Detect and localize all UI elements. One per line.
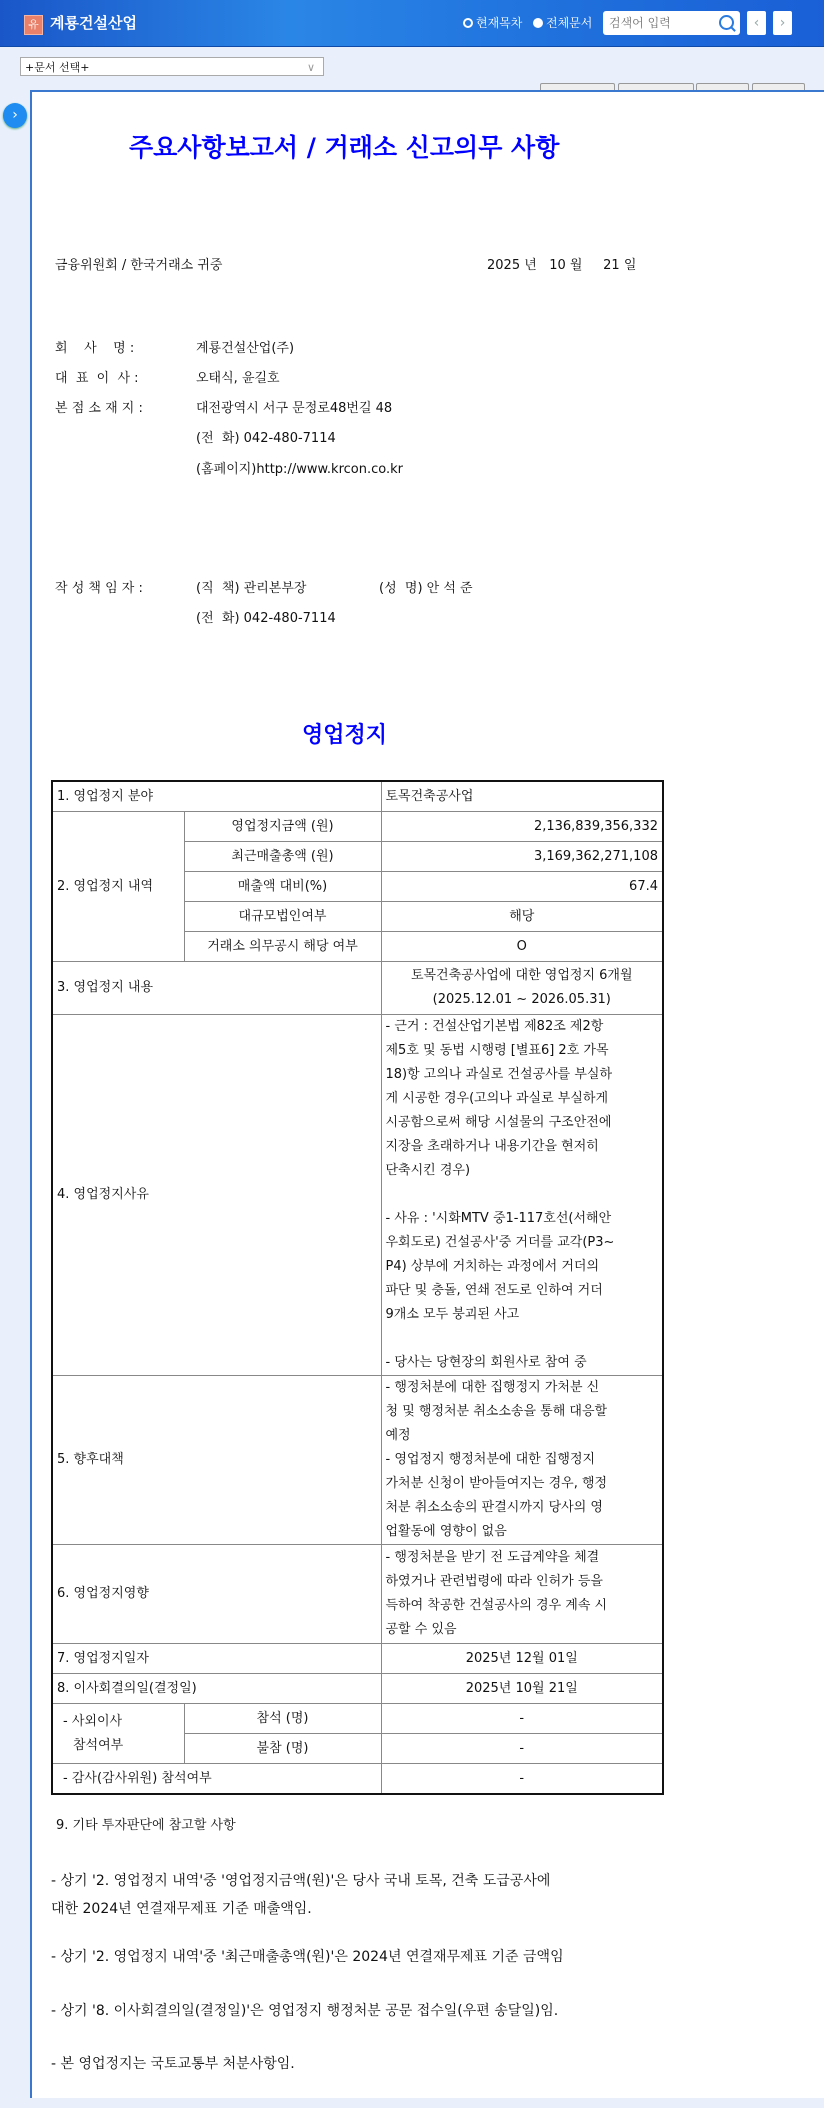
value-line: 처분 취소소송의 판결시까지 당사의 영	[385, 1500, 603, 1515]
table-row	[52, 1376, 663, 1545]
sub-label: 거래소 의무공시 해당 여부	[184, 932, 381, 962]
value-line: 우회도로) 건설공사'중 거더를 교각(P3~	[385, 1235, 615, 1250]
sidebar-toggle-chevron-right-icon[interactable]: ›	[3, 103, 27, 128]
author-name: (성 명) 안 석 준	[379, 581, 473, 596]
company-name: 계룡건설산업(주)	[196, 341, 295, 356]
author-phone: (전 화) 042-480-7114	[196, 611, 336, 626]
chevron-down-icon: ∨	[306, 61, 315, 74]
radio-all-documents[interactable]	[533, 14, 592, 31]
ceo-label: 대 표 이 사 :	[55, 371, 139, 386]
row-value: 2025년 10월 21일	[381, 1674, 663, 1704]
value-line	[386, 1183, 659, 1207]
date-year: 2025	[487, 258, 521, 273]
radio-checked-icon	[533, 18, 543, 28]
sub-value: 2,136,839,356,332	[381, 812, 663, 842]
table-row	[52, 1704, 663, 1734]
value-line: (2025.12.01 ~ 2026.05.31)	[432, 992, 611, 1007]
company-logo-icon: 유	[24, 15, 43, 35]
value-line: - 사유 : '시화MTV 중1-117호선(서해안	[385, 1211, 612, 1226]
note-line: - 상기 '2. 영업정지 내역'중 '최근매출총액(원)'은 2024년 연결재무제표 기준 금액임	[51, 1949, 564, 1965]
value-line	[386, 1327, 659, 1351]
row-value	[381, 962, 663, 1015]
note-line: 대한 2024년 연결재무제표 기준 매출액임.	[51, 1901, 312, 1917]
date-day: 21	[603, 258, 620, 273]
value-line: 토목건축공사업에 대한 영업정지 6개월	[410, 968, 633, 983]
value-line: - 행정처분에 대한 집행정지 가처분 신	[385, 1380, 600, 1395]
row-label: 6. 영업정지영향	[52, 1545, 381, 1644]
row-label: 5. 향후대책	[52, 1376, 381, 1545]
sub-label: 최근매출총액 (원)	[184, 842, 381, 872]
row-label: 4. 영업정지사유	[52, 1015, 381, 1376]
label-line: 참석여부	[73, 1737, 124, 1753]
section-title: 영업정지	[302, 722, 388, 748]
table-row	[52, 1545, 663, 1644]
value-line: 가처분 신청이 받아들여지는 경우, 행정	[385, 1476, 608, 1491]
label-line: - 사외이사	[63, 1713, 123, 1729]
table-row	[52, 1644, 663, 1674]
search-box	[603, 11, 740, 35]
value-line: 게 시공한 경우(고의나 과실로 부실하게	[385, 1091, 609, 1106]
value-line: - 행정처분을 받기 전 도급계약을 체결	[385, 1550, 600, 1565]
row-label	[52, 1704, 184, 1764]
homepage-link[interactable]: (홈페이지)http://www.krcon.co.kr	[196, 462, 403, 477]
date-year-unit: 년	[524, 258, 537, 273]
sub-label: 참석 (명)	[184, 1704, 381, 1734]
document-select-value: +문서 선택+	[25, 61, 90, 74]
row-label: 2. 영업정지 내역	[52, 812, 184, 962]
sub-label: 매출액 대비(%)	[184, 872, 381, 902]
value-line: 하였거나 관련법령에 따라 인허가 등을	[385, 1574, 603, 1589]
sub-value: O	[381, 932, 663, 962]
value-line: 18)항 고의나 과실로 건설공사를 부실하	[385, 1067, 613, 1082]
value-line: 단축시킨 경우)	[385, 1163, 471, 1178]
value-line: 시공함으로써 해당 시설물의 구조안전에	[385, 1115, 612, 1130]
table-row	[52, 812, 663, 842]
value-line: - 당사는 당현장의 회원사로 참여 중	[385, 1355, 587, 1370]
hq-address: 대전광역시 서구 문정로48번길 48	[196, 401, 393, 416]
value-line: - 영업정지 행정처분에 대한 집행정지	[385, 1452, 596, 1467]
sub-label: 대규모법인여부	[184, 902, 381, 932]
value-line: 파단 및 충돌, 연쇄 전도로 인하여 거더	[385, 1283, 603, 1298]
note-line: - 상기 '2. 영업정지 내역'중 '영업정지금액(원)'은 당사 국내 토목, 건축 도급공사에	[51, 1873, 551, 1889]
sub-value: 3,169,362,271,108	[381, 842, 663, 872]
value-line: 업활동에 영향이 없음	[385, 1524, 507, 1539]
next-result-button[interactable]: ›	[773, 11, 792, 35]
sub-value: 해당	[381, 902, 663, 932]
row-value	[381, 1015, 663, 1376]
report-date	[487, 254, 636, 273]
date-day-unit: 일	[623, 258, 637, 273]
row-label: 8. 이사회결의일(결정일)	[52, 1674, 381, 1704]
value-line: 지장을 초래하거나 내용기간을 현저히	[385, 1139, 599, 1154]
value-line: 제5호 및 동법 시행령 [별표6] 2호 가목	[385, 1043, 609, 1058]
radio-current-toc[interactable]	[463, 14, 522, 31]
date-month: 10	[549, 258, 566, 273]
radio-label: 전체문서	[546, 16, 593, 30]
author-label: 작 성 책 임 자 :	[55, 581, 143, 596]
notes-title: 9. 기타 투자판단에 참고할 사항	[56, 1818, 236, 1833]
document-title: 주요사항보고서 / 거래소 신고의무 사항	[129, 133, 560, 162]
row-value	[381, 1376, 663, 1545]
value-line: - 근거 : 건설산업기본법 제82조 제2항	[385, 1019, 604, 1034]
table-row	[52, 781, 663, 812]
sub-label: 불참 (명)	[184, 1734, 381, 1764]
search-input[interactable]	[609, 14, 709, 32]
table-row	[52, 1764, 663, 1795]
value-line: 예정	[385, 1428, 411, 1443]
suspension-table	[51, 780, 664, 1795]
sub-value: -	[381, 1704, 663, 1734]
radio-label: 현재목차	[476, 16, 523, 30]
value-line: 공할 수 있음	[385, 1622, 457, 1637]
note-line: - 본 영업정지는 국토교통부 처분사항임.	[51, 2056, 295, 2072]
note-line: - 상기 '8. 이사회결의일(결정일)'은 영업정지 행정처분 공문 접수일(우편 송달일)임.	[51, 2003, 559, 2019]
sub-value: -	[381, 1734, 663, 1764]
row-label: - 감사(감사위원) 참석여부	[52, 1764, 381, 1795]
hq-phone: (전 화) 042-480-7114	[196, 431, 336, 446]
radio-unchecked-icon	[463, 18, 473, 28]
table-row	[52, 1015, 663, 1376]
company-name-label: 회 사 명 :	[55, 341, 135, 356]
row-label: 1. 영업정지 분야	[52, 781, 381, 812]
value-line: 9개소 모두 붕괴된 사고	[385, 1307, 520, 1322]
top-header	[0, 0, 824, 47]
value-line: 득하여 착공한 건설공사의 경우 계속 시	[385, 1598, 608, 1613]
row-label: 3. 영업정지 내용	[52, 962, 381, 1015]
value-line: P4) 상부에 거치하는 과정에서 거더의	[385, 1259, 600, 1274]
app-title: 계룡건설산업	[50, 14, 137, 32]
prev-result-button[interactable]: ‹	[747, 11, 766, 35]
ceo-names: 오태식, 윤길호	[196, 371, 280, 386]
row-value: -	[381, 1764, 663, 1795]
row-value: 토목건축공사업	[381, 781, 663, 812]
document-select[interactable]	[20, 57, 324, 76]
sub-value: 67.4	[381, 872, 663, 902]
row-label: 7. 영업정지일자	[52, 1644, 381, 1674]
table-row	[52, 1674, 663, 1704]
sub-label: 영업정지금액 (원)	[184, 812, 381, 842]
row-value	[381, 1545, 663, 1644]
date-month-unit: 월	[569, 258, 583, 273]
row-value: 2025년 12월 01일	[381, 1644, 663, 1674]
value-line: 청 및 행정처분 취소소송을 통해 대응할	[385, 1404, 608, 1419]
addressee: 금융위원회 / 한국거래소 귀중	[55, 258, 223, 273]
table-row	[52, 962, 663, 1015]
author-position: (직 책) 관리본부장	[196, 581, 307, 596]
hq-label: 본 점 소 재 지 :	[55, 401, 143, 416]
search-icon[interactable]	[719, 15, 734, 30]
